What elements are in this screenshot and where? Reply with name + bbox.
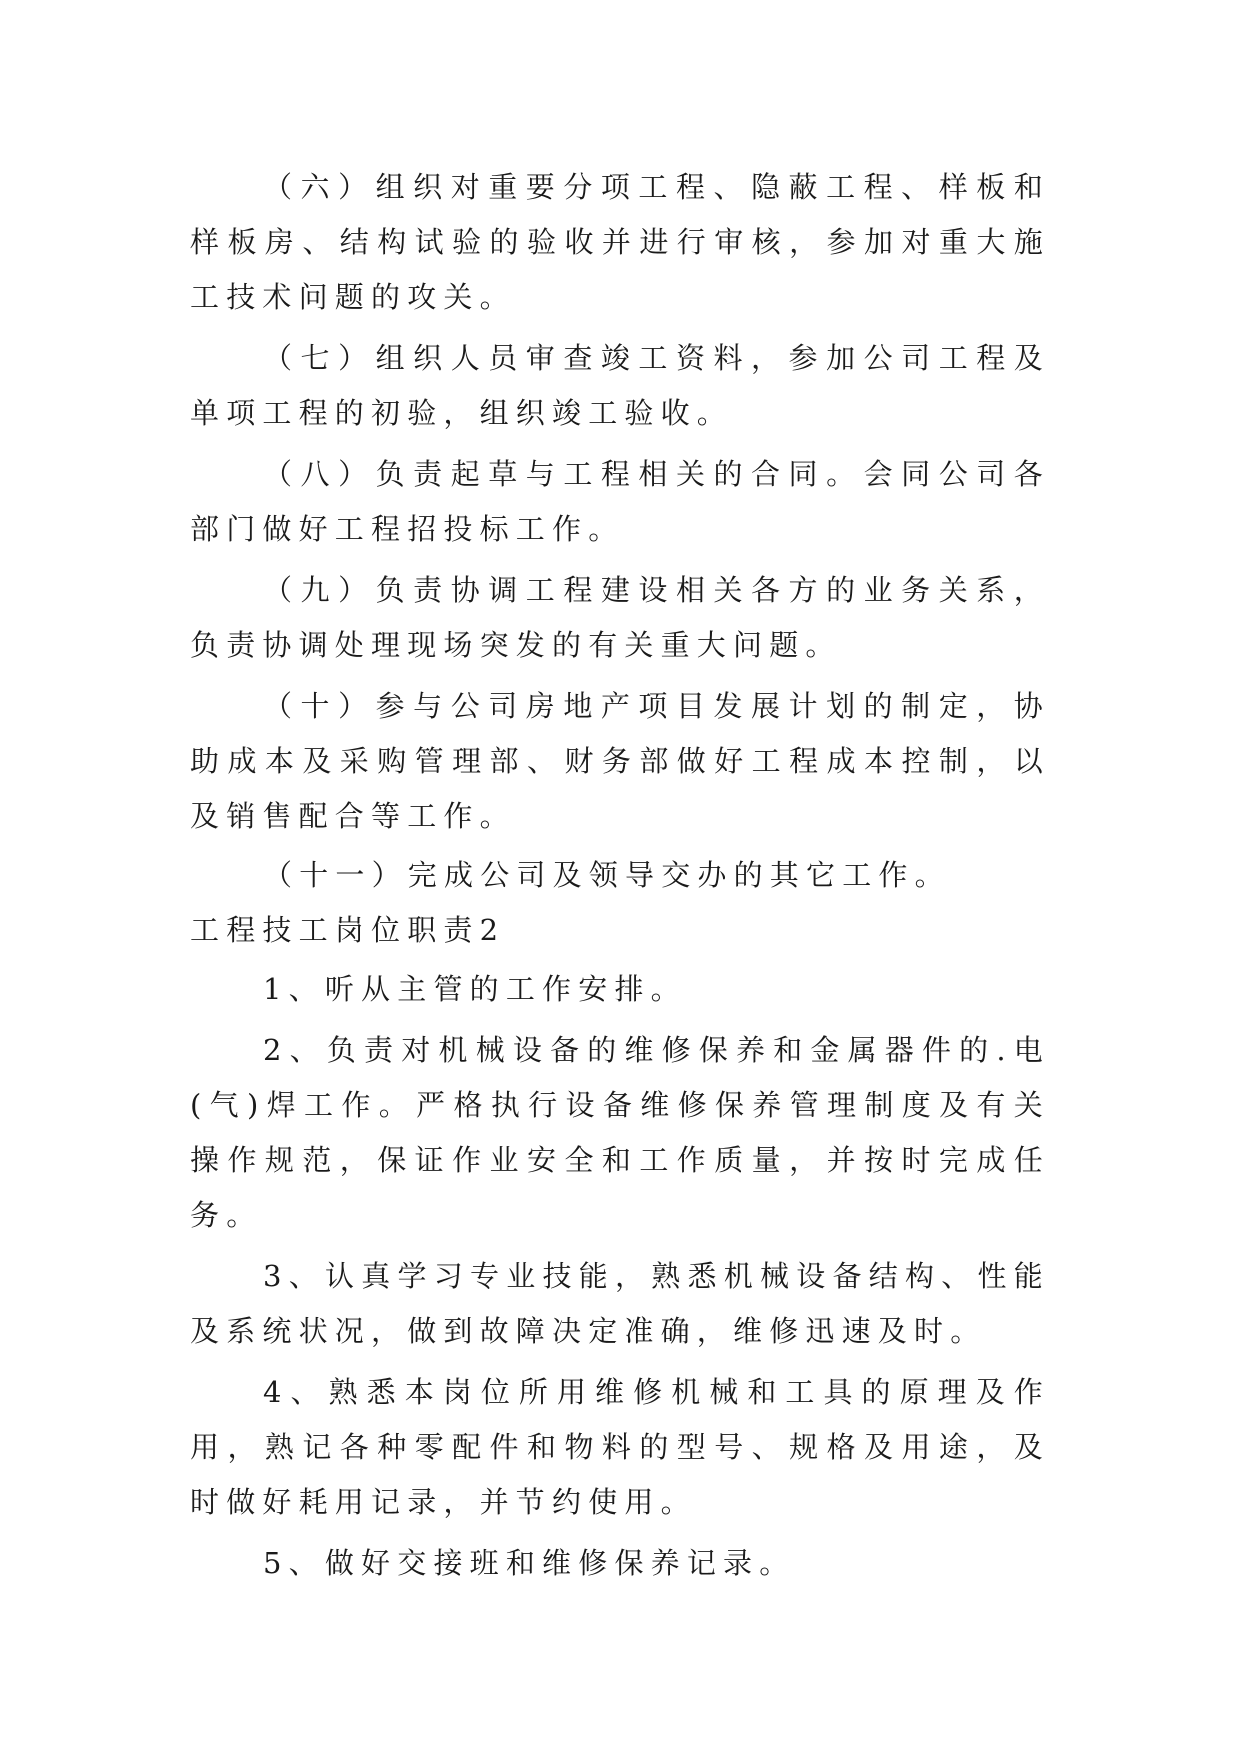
section-title: 工程技工岗位职责2	[190, 913, 506, 947]
document-page	[190, 160, 1050, 1591]
duty-item-5: 5、做好交接班和维修保养记录。	[263, 1546, 796, 1580]
paragraph-six: （六）组织对重要分项工程、隐蔽工程、样板和样板房、结构试验的验收并进行审核，参加对重大施工技术问题的攻关。	[190, 170, 1050, 314]
paragraph-ten: （十）参与公司房地产项目发展计划的制定，协助成本及采购管理部、财务部做好工程成本控制，以及销售配合等工作。	[190, 689, 1050, 833]
duty-item-2: 2、负责对机械设备的维修保养和金属器件的.电(气)焊工作。严格执行设备维修保养管理制度及有关操作规范，保证作业安全和工作质量，并按时完成任务。	[190, 1033, 1050, 1232]
paragraph-eight: （八）负责起草与工程相关的合同。会同公司各部门做好工程招投标工作。	[190, 457, 1050, 546]
duty-item-4: 4、熟悉本岗位所用维修机械和工具的原理及作用，熟记各种零配件和物料的型号、规格及用途，及时做好耗用记录，并节约使用。	[190, 1375, 1050, 1519]
paragraph-nine: （九）负责协调工程建设相关各方的业务关系，负责协调处理现场突发的有关重大问题。	[190, 573, 1050, 662]
paragraph-seven: （七）组织人员审查竣工资料，参加公司工程及单项工程的初验，组织竣工验收。	[190, 341, 1050, 430]
paragraph-eleven: （十一）完成公司及领导交办的其它工作。	[263, 858, 951, 892]
duty-item-1: 1、听从主管的工作安排。	[263, 972, 687, 1006]
duty-item-3: 3、认真学习专业技能，熟悉机械设备结构、性能及系统状况，做到故障决定准确，维修迅速及时。	[190, 1259, 1050, 1348]
